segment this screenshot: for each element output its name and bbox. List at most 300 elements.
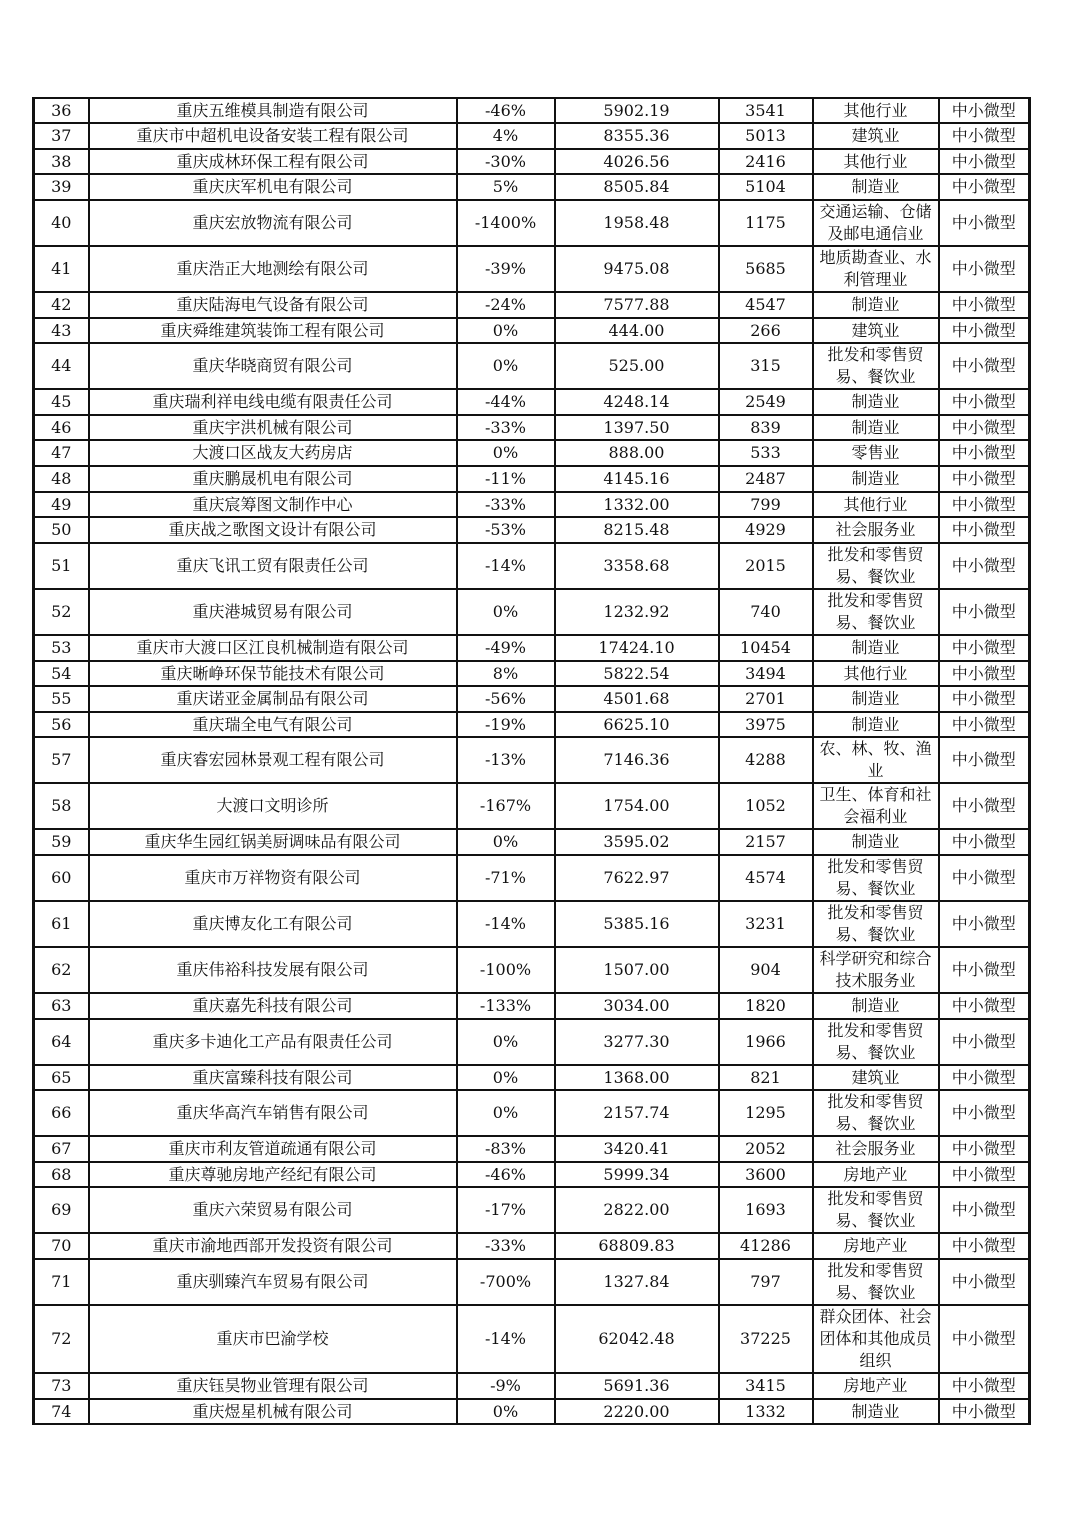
company-name-cell: 重庆诺亚金属制品有限公司 [89, 686, 457, 712]
enterprise-size-cell: 中小微型 [939, 1373, 1030, 1399]
amount-cell: 1397.50 [555, 415, 719, 440]
enterprise-size-cell: 中小微型 [939, 947, 1030, 993]
change-percent-cell: -71% [457, 855, 555, 901]
change-percent-cell: -14% [457, 1305, 555, 1373]
industry-cell: 建筑业 [813, 318, 939, 343]
value-cell: 797 [719, 1259, 813, 1305]
table-body [34, 98, 1030, 1424]
enterprise-size-cell: 中小微型 [939, 200, 1030, 246]
change-percent-cell: -19% [457, 712, 555, 737]
industry-cell: 制造业 [813, 174, 939, 200]
table-row [34, 829, 1030, 855]
table-row [34, 589, 1030, 635]
table-row [34, 737, 1030, 783]
row-number-cell: 58 [34, 783, 89, 829]
table-row [34, 855, 1030, 901]
value-cell: 266 [719, 318, 813, 343]
enterprise-size-cell: 中小微型 [939, 149, 1030, 174]
change-percent-cell: -83% [457, 1136, 555, 1162]
industry-cell: 制造业 [813, 829, 939, 855]
change-percent-cell: -13% [457, 737, 555, 783]
row-number-cell: 44 [34, 343, 89, 389]
company-name-cell: 大渡口文明诊所 [89, 783, 457, 829]
value-cell: 3541 [719, 98, 813, 123]
industry-cell: 房地产业 [813, 1162, 939, 1187]
value-cell: 821 [719, 1065, 813, 1090]
enterprise-size-cell: 中小微型 [939, 1187, 1030, 1233]
amount-cell: 5385.16 [555, 901, 719, 947]
industry-cell: 科学研究和综合技术服务业 [813, 947, 939, 993]
row-number-cell: 65 [34, 1065, 89, 1090]
company-name-cell: 重庆市万祥物资有限公司 [89, 855, 457, 901]
company-name-cell: 重庆睿宏园林景观工程有限公司 [89, 737, 457, 783]
amount-cell: 444.00 [555, 318, 719, 343]
row-number-cell: 68 [34, 1162, 89, 1187]
industry-cell: 批发和零售贸易、餐饮业 [813, 1019, 939, 1065]
company-name-cell: 重庆瑞利祥电线电缆有限责任公司 [89, 389, 457, 415]
amount-cell: 8215.48 [555, 517, 719, 543]
enterprise-size-cell: 中小微型 [939, 440, 1030, 466]
change-percent-cell: 0% [457, 343, 555, 389]
amount-cell: 4145.16 [555, 466, 719, 492]
amount-cell: 5902.19 [555, 98, 719, 123]
value-cell: 41286 [719, 1233, 813, 1259]
amount-cell: 4248.14 [555, 389, 719, 415]
industry-cell: 制造业 [813, 389, 939, 415]
change-percent-cell: -46% [457, 98, 555, 123]
amount-cell: 68809.83 [555, 1233, 719, 1259]
amount-cell: 5822.54 [555, 661, 719, 686]
table-row [34, 466, 1030, 492]
industry-cell: 社会服务业 [813, 1136, 939, 1162]
company-name-cell: 重庆华高汽车销售有限公司 [89, 1090, 457, 1136]
value-cell: 1966 [719, 1019, 813, 1065]
row-number-cell: 54 [34, 661, 89, 686]
row-number-cell: 74 [34, 1399, 89, 1424]
row-number-cell: 36 [34, 98, 89, 123]
change-percent-cell: 0% [457, 589, 555, 635]
company-name-cell: 重庆陆海电气设备有限公司 [89, 292, 457, 318]
industry-cell: 批发和零售贸易、餐饮业 [813, 855, 939, 901]
row-number-cell: 46 [34, 415, 89, 440]
company-name-cell: 重庆多卡迪化工产品有限责任公司 [89, 1019, 457, 1065]
industry-cell: 卫生、体育和社会福利业 [813, 783, 939, 829]
company-name-cell: 重庆华生园红锅美厨调味品有限公司 [89, 829, 457, 855]
value-cell: 2157 [719, 829, 813, 855]
amount-cell: 7577.88 [555, 292, 719, 318]
industry-cell: 地质勘查业、水利管理业 [813, 246, 939, 292]
company-name-cell: 重庆煜星机械有限公司 [89, 1399, 457, 1424]
row-number-cell: 52 [34, 589, 89, 635]
value-cell: 1820 [719, 993, 813, 1019]
enterprise-size-cell: 中小微型 [939, 829, 1030, 855]
amount-cell: 2822.00 [555, 1187, 719, 1233]
table-row [34, 98, 1030, 123]
industry-cell: 零售业 [813, 440, 939, 466]
table-row [34, 318, 1030, 343]
change-percent-cell: 0% [457, 829, 555, 855]
amount-cell: 3277.30 [555, 1019, 719, 1065]
change-percent-cell: -24% [457, 292, 555, 318]
enterprise-size-cell: 中小微型 [939, 1019, 1030, 1065]
row-number-cell: 47 [34, 440, 89, 466]
value-cell: 1175 [719, 200, 813, 246]
row-number-cell: 60 [34, 855, 89, 901]
change-percent-cell: -14% [457, 901, 555, 947]
enterprise-size-cell: 中小微型 [939, 1065, 1030, 1090]
enterprise-size-cell: 中小微型 [939, 783, 1030, 829]
amount-cell: 2220.00 [555, 1399, 719, 1424]
company-name-cell: 重庆驯臻汽车贸易有限公司 [89, 1259, 457, 1305]
enterprise-size-cell: 中小微型 [939, 635, 1030, 661]
change-percent-cell: -33% [457, 492, 555, 517]
amount-cell: 4501.68 [555, 686, 719, 712]
table-row [34, 1373, 1030, 1399]
table-row [34, 292, 1030, 318]
industry-cell: 批发和零售贸易、餐饮业 [813, 1259, 939, 1305]
change-percent-cell: -44% [457, 389, 555, 415]
row-number-cell: 50 [34, 517, 89, 543]
industry-cell: 制造业 [813, 415, 939, 440]
enterprise-size-cell: 中小微型 [939, 901, 1030, 947]
change-percent-cell: 0% [457, 1399, 555, 1424]
table-row [34, 783, 1030, 829]
company-name-cell: 重庆瑞全电气有限公司 [89, 712, 457, 737]
company-name-cell: 重庆港城贸易有限公司 [89, 589, 457, 635]
row-number-cell: 48 [34, 466, 89, 492]
company-name-cell: 重庆华晓商贸有限公司 [89, 343, 457, 389]
value-cell: 5013 [719, 123, 813, 149]
company-name-cell: 重庆战之歌图文设计有限公司 [89, 517, 457, 543]
amount-cell: 1368.00 [555, 1065, 719, 1090]
row-number-cell: 38 [34, 149, 89, 174]
row-number-cell: 56 [34, 712, 89, 737]
enterprise-size-cell: 中小微型 [939, 589, 1030, 635]
change-percent-cell: -33% [457, 415, 555, 440]
value-cell: 2416 [719, 149, 813, 174]
company-name-cell: 重庆伟裕科技发展有限公司 [89, 947, 457, 993]
row-number-cell: 64 [34, 1019, 89, 1065]
table-row [34, 901, 1030, 947]
table-row [34, 1259, 1030, 1305]
company-name-cell: 重庆宸筹图文制作中心 [89, 492, 457, 517]
amount-cell: 1507.00 [555, 947, 719, 993]
table-row [34, 492, 1030, 517]
value-cell: 37225 [719, 1305, 813, 1373]
amount-cell: 5999.34 [555, 1162, 719, 1187]
amount-cell: 5691.36 [555, 1373, 719, 1399]
row-number-cell: 62 [34, 947, 89, 993]
change-percent-cell: 0% [457, 1090, 555, 1136]
industry-cell: 群众团体、社会团体和其他成员组织 [813, 1305, 939, 1373]
table-row [34, 993, 1030, 1019]
value-cell: 839 [719, 415, 813, 440]
amount-cell: 1958.48 [555, 200, 719, 246]
change-percent-cell: 8% [457, 661, 555, 686]
change-percent-cell: -133% [457, 993, 555, 1019]
value-cell: 2549 [719, 389, 813, 415]
company-name-cell: 重庆市巴渝学校 [89, 1305, 457, 1373]
table-row [34, 661, 1030, 686]
table-row [34, 947, 1030, 993]
industry-cell: 社会服务业 [813, 517, 939, 543]
change-percent-cell: -167% [457, 783, 555, 829]
company-name-cell: 重庆博友化工有限公司 [89, 901, 457, 947]
enterprise-size-cell: 中小微型 [939, 1399, 1030, 1424]
change-percent-cell: -17% [457, 1187, 555, 1233]
industry-cell: 制造业 [813, 292, 939, 318]
value-cell: 740 [719, 589, 813, 635]
industry-cell: 制造业 [813, 993, 939, 1019]
value-cell: 533 [719, 440, 813, 466]
enterprise-size-cell: 中小微型 [939, 466, 1030, 492]
change-percent-cell: 0% [457, 440, 555, 466]
amount-cell: 3420.41 [555, 1136, 719, 1162]
enterprise-size-cell: 中小微型 [939, 737, 1030, 783]
amount-cell: 7622.97 [555, 855, 719, 901]
change-percent-cell: -100% [457, 947, 555, 993]
amount-cell: 3034.00 [555, 993, 719, 1019]
table-row [34, 1305, 1030, 1373]
company-name-cell: 重庆浩正大地测绘有限公司 [89, 246, 457, 292]
row-number-cell: 45 [34, 389, 89, 415]
industry-cell: 其他行业 [813, 492, 939, 517]
enterprise-size-cell: 中小微型 [939, 1233, 1030, 1259]
company-name-cell: 重庆六荣贸易有限公司 [89, 1187, 457, 1233]
row-number-cell: 43 [34, 318, 89, 343]
company-name-cell: 重庆嘉先科技有限公司 [89, 993, 457, 1019]
industry-cell: 其他行业 [813, 661, 939, 686]
table-row [34, 686, 1030, 712]
company-name-cell: 重庆晰峥环保节能技术有限公司 [89, 661, 457, 686]
table-row [34, 200, 1030, 246]
amount-cell: 1754.00 [555, 783, 719, 829]
enterprise-size-cell: 中小微型 [939, 855, 1030, 901]
value-cell: 799 [719, 492, 813, 517]
change-percent-cell: -700% [457, 1259, 555, 1305]
row-number-cell: 53 [34, 635, 89, 661]
table-row [34, 389, 1030, 415]
industry-cell: 建筑业 [813, 123, 939, 149]
amount-cell: 3595.02 [555, 829, 719, 855]
value-cell: 3231 [719, 901, 813, 947]
amount-cell: 7146.36 [555, 737, 719, 783]
value-cell: 1295 [719, 1090, 813, 1136]
value-cell: 3494 [719, 661, 813, 686]
change-percent-cell: -46% [457, 1162, 555, 1187]
change-percent-cell: -49% [457, 635, 555, 661]
amount-cell: 1327.84 [555, 1259, 719, 1305]
industry-cell: 农、林、牧、渔业 [813, 737, 939, 783]
value-cell: 4929 [719, 517, 813, 543]
row-number-cell: 37 [34, 123, 89, 149]
row-number-cell: 71 [34, 1259, 89, 1305]
company-name-cell: 重庆舜维建筑装饰工程有限公司 [89, 318, 457, 343]
amount-cell: 1332.00 [555, 492, 719, 517]
change-percent-cell: -56% [457, 686, 555, 712]
industry-cell: 批发和零售贸易、餐饮业 [813, 1090, 939, 1136]
enterprise-size-cell: 中小微型 [939, 712, 1030, 737]
value-cell: 315 [719, 343, 813, 389]
company-name-cell: 重庆五维模具制造有限公司 [89, 98, 457, 123]
row-number-cell: 55 [34, 686, 89, 712]
industry-cell: 批发和零售贸易、餐饮业 [813, 1187, 939, 1233]
enterprise-size-cell: 中小微型 [939, 174, 1030, 200]
enterprise-size-cell: 中小微型 [939, 661, 1030, 686]
change-percent-cell: 0% [457, 1019, 555, 1065]
table-row [34, 1090, 1030, 1136]
table-row [34, 123, 1030, 149]
value-cell: 1052 [719, 783, 813, 829]
enterprise-size-cell: 中小微型 [939, 123, 1030, 149]
change-percent-cell: -9% [457, 1373, 555, 1399]
industry-cell: 房地产业 [813, 1373, 939, 1399]
change-percent-cell: -1400% [457, 200, 555, 246]
industry-cell: 制造业 [813, 712, 939, 737]
row-number-cell: 66 [34, 1090, 89, 1136]
amount-cell: 9475.08 [555, 246, 719, 292]
row-number-cell: 69 [34, 1187, 89, 1233]
amount-cell: 1232.92 [555, 589, 719, 635]
company-name-cell: 重庆市中超机电设备安装工程有限公司 [89, 123, 457, 149]
row-number-cell: 73 [34, 1373, 89, 1399]
company-name-cell: 重庆宇洪机械有限公司 [89, 415, 457, 440]
amount-cell: 888.00 [555, 440, 719, 466]
enterprise-size-cell: 中小微型 [939, 318, 1030, 343]
industry-cell: 交通运输、仓储及邮电通信业 [813, 200, 939, 246]
industry-cell: 建筑业 [813, 1065, 939, 1090]
table-row [34, 1136, 1030, 1162]
company-name-cell: 重庆市利友管道疏通有限公司 [89, 1136, 457, 1162]
value-cell: 904 [719, 947, 813, 993]
company-name-cell: 大渡口区战友大药房店 [89, 440, 457, 466]
change-percent-cell: -53% [457, 517, 555, 543]
company-name-cell: 重庆飞讯工贸有限责任公司 [89, 543, 457, 589]
change-percent-cell: -33% [457, 1233, 555, 1259]
industry-cell: 批发和零售贸易、餐饮业 [813, 589, 939, 635]
row-number-cell: 57 [34, 737, 89, 783]
industry-cell: 制造业 [813, 686, 939, 712]
industry-cell: 制造业 [813, 1399, 939, 1424]
row-number-cell: 49 [34, 492, 89, 517]
amount-cell: 525.00 [555, 343, 719, 389]
row-number-cell: 51 [34, 543, 89, 589]
enterprise-size-cell: 中小微型 [939, 1162, 1030, 1187]
value-cell: 2052 [719, 1136, 813, 1162]
amount-cell: 2157.74 [555, 1090, 719, 1136]
table-row [34, 712, 1030, 737]
table-row [34, 174, 1030, 200]
company-name-cell: 重庆市渝地西部开发投资有限公司 [89, 1233, 457, 1259]
enterprise-size-cell: 中小微型 [939, 1090, 1030, 1136]
company-name-cell: 重庆庆军机电有限公司 [89, 174, 457, 200]
amount-cell: 8505.84 [555, 174, 719, 200]
row-number-cell: 39 [34, 174, 89, 200]
table-row [34, 343, 1030, 389]
company-name-cell: 重庆市大渡口区江良机械制造有限公司 [89, 635, 457, 661]
amount-cell: 4026.56 [555, 149, 719, 174]
enterprise-size-cell: 中小微型 [939, 492, 1030, 517]
value-cell: 5104 [719, 174, 813, 200]
industry-cell: 其他行业 [813, 98, 939, 123]
enterprise-size-cell: 中小微型 [939, 343, 1030, 389]
enterprise-size-cell: 中小微型 [939, 1305, 1030, 1373]
amount-cell: 8355.36 [555, 123, 719, 149]
table-row [34, 1399, 1030, 1424]
enterprise-size-cell: 中小微型 [939, 686, 1030, 712]
value-cell: 1332 [719, 1399, 813, 1424]
industry-cell: 批发和零售贸易、餐饮业 [813, 343, 939, 389]
industry-cell: 制造业 [813, 466, 939, 492]
table-row [34, 1233, 1030, 1259]
table-row [34, 415, 1030, 440]
change-percent-cell: 0% [457, 1065, 555, 1090]
change-percent-cell: -30% [457, 149, 555, 174]
industry-cell: 房地产业 [813, 1233, 939, 1259]
change-percent-cell: -39% [457, 246, 555, 292]
table-row [34, 1019, 1030, 1065]
company-name-cell: 重庆富臻科技有限公司 [89, 1065, 457, 1090]
value-cell: 3975 [719, 712, 813, 737]
row-number-cell: 61 [34, 901, 89, 947]
change-percent-cell: 0% [457, 318, 555, 343]
table-row [34, 246, 1030, 292]
row-number-cell: 67 [34, 1136, 89, 1162]
row-number-cell: 63 [34, 993, 89, 1019]
value-cell: 2487 [719, 466, 813, 492]
row-number-cell: 42 [34, 292, 89, 318]
row-number-cell: 40 [34, 200, 89, 246]
amount-cell: 3358.68 [555, 543, 719, 589]
row-number-cell: 72 [34, 1305, 89, 1373]
table-row [34, 440, 1030, 466]
industry-cell: 制造业 [813, 635, 939, 661]
enterprise-table [32, 97, 1031, 1425]
enterprise-size-cell: 中小微型 [939, 1136, 1030, 1162]
value-cell: 4547 [719, 292, 813, 318]
amount-cell: 17424.10 [555, 635, 719, 661]
enterprise-size-cell: 中小微型 [939, 543, 1030, 589]
company-name-cell: 重庆尊驰房地产经纪有限公司 [89, 1162, 457, 1187]
enterprise-size-cell: 中小微型 [939, 292, 1030, 318]
enterprise-size-cell: 中小微型 [939, 389, 1030, 415]
table-row [34, 149, 1030, 174]
value-cell: 10454 [719, 635, 813, 661]
value-cell: 3600 [719, 1162, 813, 1187]
row-number-cell: 70 [34, 1233, 89, 1259]
company-name-cell: 重庆钰昊物业管理有限公司 [89, 1373, 457, 1399]
change-percent-cell: -14% [457, 543, 555, 589]
value-cell: 2701 [719, 686, 813, 712]
row-number-cell: 59 [34, 829, 89, 855]
table-row [34, 1162, 1030, 1187]
company-name-cell: 重庆鹏晟机电有限公司 [89, 466, 457, 492]
enterprise-size-cell: 中小微型 [939, 517, 1030, 543]
table-row [34, 1065, 1030, 1090]
table-row [34, 543, 1030, 589]
change-percent-cell: -11% [457, 466, 555, 492]
value-cell: 3415 [719, 1373, 813, 1399]
industry-cell: 批发和零售贸易、餐饮业 [813, 543, 939, 589]
table-row [34, 517, 1030, 543]
value-cell: 2015 [719, 543, 813, 589]
industry-cell: 其他行业 [813, 149, 939, 174]
enterprise-size-cell: 中小微型 [939, 993, 1030, 1019]
company-name-cell: 重庆成林环保工程有限公司 [89, 149, 457, 174]
value-cell: 5685 [719, 246, 813, 292]
change-percent-cell: 4% [457, 123, 555, 149]
table-row [34, 1187, 1030, 1233]
